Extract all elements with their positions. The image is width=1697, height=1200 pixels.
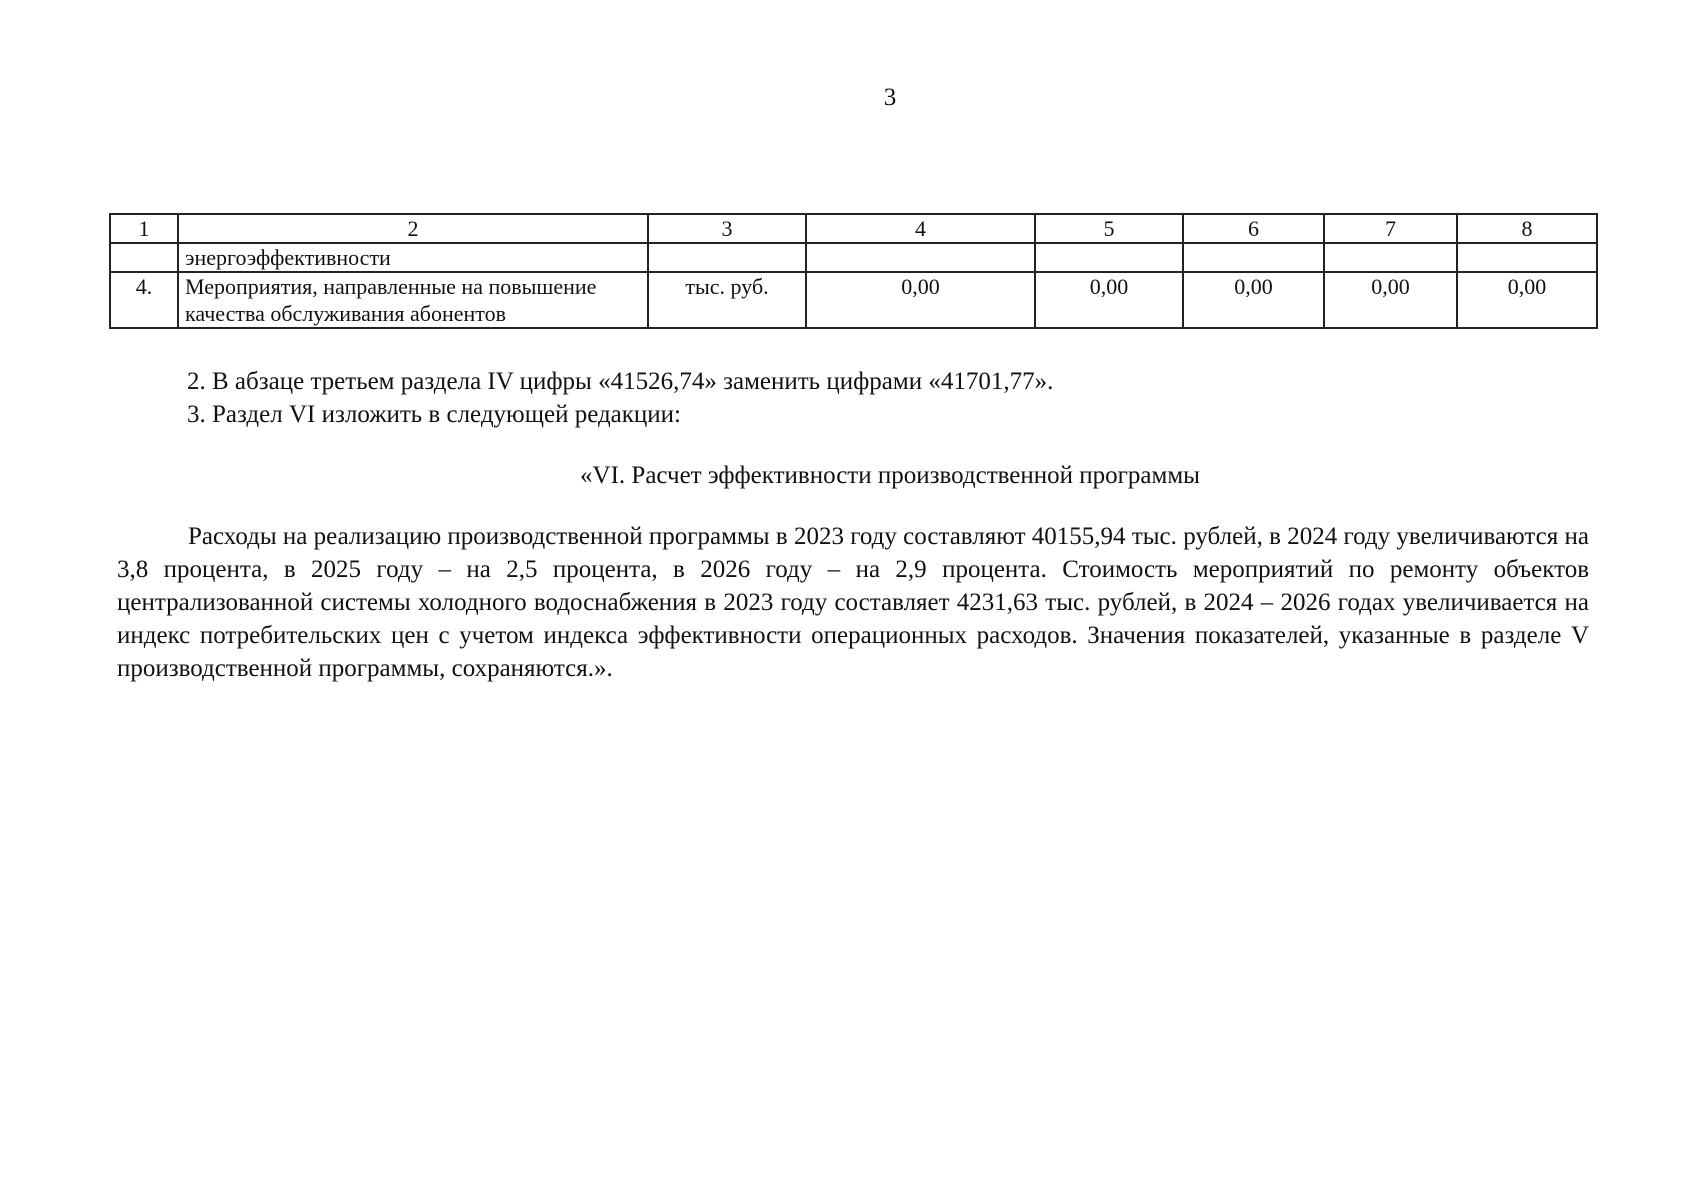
page-number: 3: [883, 84, 897, 111]
table-row: [110, 243, 1597, 272]
table-cell-row-number: 4.: [110, 272, 178, 328]
table-header-row: [110, 214, 1597, 243]
table-header-cell: 8: [1457, 214, 1597, 243]
table-header-cell: 1: [110, 214, 178, 243]
table-header-cell: 5: [1035, 214, 1183, 243]
paragraph-item-2: 2. В абзаце третьем раздела IV цифры «41526,74» заменить цифрами «41701,77».: [187, 368, 1054, 395]
table-header-cell: 4: [806, 214, 1035, 243]
table-cell: [806, 243, 1035, 272]
data-table: [109, 213, 1598, 329]
table-cell-value: 0,00: [806, 272, 1035, 328]
paragraph-item-3: 3. Раздел VI изложить в следующей редакции:: [187, 401, 682, 428]
table-cell-value: 0,00: [1035, 272, 1183, 328]
section-title: «VI. Расчет эффективности производственной программы: [580, 462, 1200, 489]
table-cell: [1183, 243, 1324, 272]
table-cell-unit: тыс. руб.: [648, 272, 806, 328]
table-cell-value: 0,00: [1457, 272, 1597, 328]
table-cell: [1035, 243, 1183, 272]
table-cell: [110, 243, 178, 272]
table-cell: энергоэффективности: [178, 243, 648, 272]
table-row: [110, 272, 1597, 328]
body-paragraph: Расходы на реализацию производственной программы в 2023 году составляют 40155,94 тыс. рублей, в 2024 году увеличиваются на 3,8 процента, в 2025 году – на 2,5 процента, в 2026 году – на 2,9 процента. Стоимость мероприятий по ремонту объектов централизованной системы холодного водоснабжения в 2023 году составляет 4231,63 тыс. рублей, в 2024 – 2026 годах увеличивается на индекс потребительских цен с учетом индекса эффективности операционных расходов. Значения показателей, указанные в разделе V производственной программы, сохраняются.».: [117, 523, 1589, 682]
table-cell: [1457, 243, 1597, 272]
table-cell: [1324, 243, 1457, 272]
table-header-cell: 3: [648, 214, 806, 243]
table-cell-value: 0,00: [1183, 272, 1324, 328]
table-header-cell: 7: [1324, 214, 1457, 243]
table-header-cell: 2: [178, 214, 648, 243]
table-cell-value: 0,00: [1324, 272, 1457, 328]
table-cell-description: Мероприятия, направленные на повышение качества обслуживания абонентов: [178, 272, 648, 328]
table-cell: [648, 243, 806, 272]
table-header-cell: 6: [1183, 214, 1324, 243]
